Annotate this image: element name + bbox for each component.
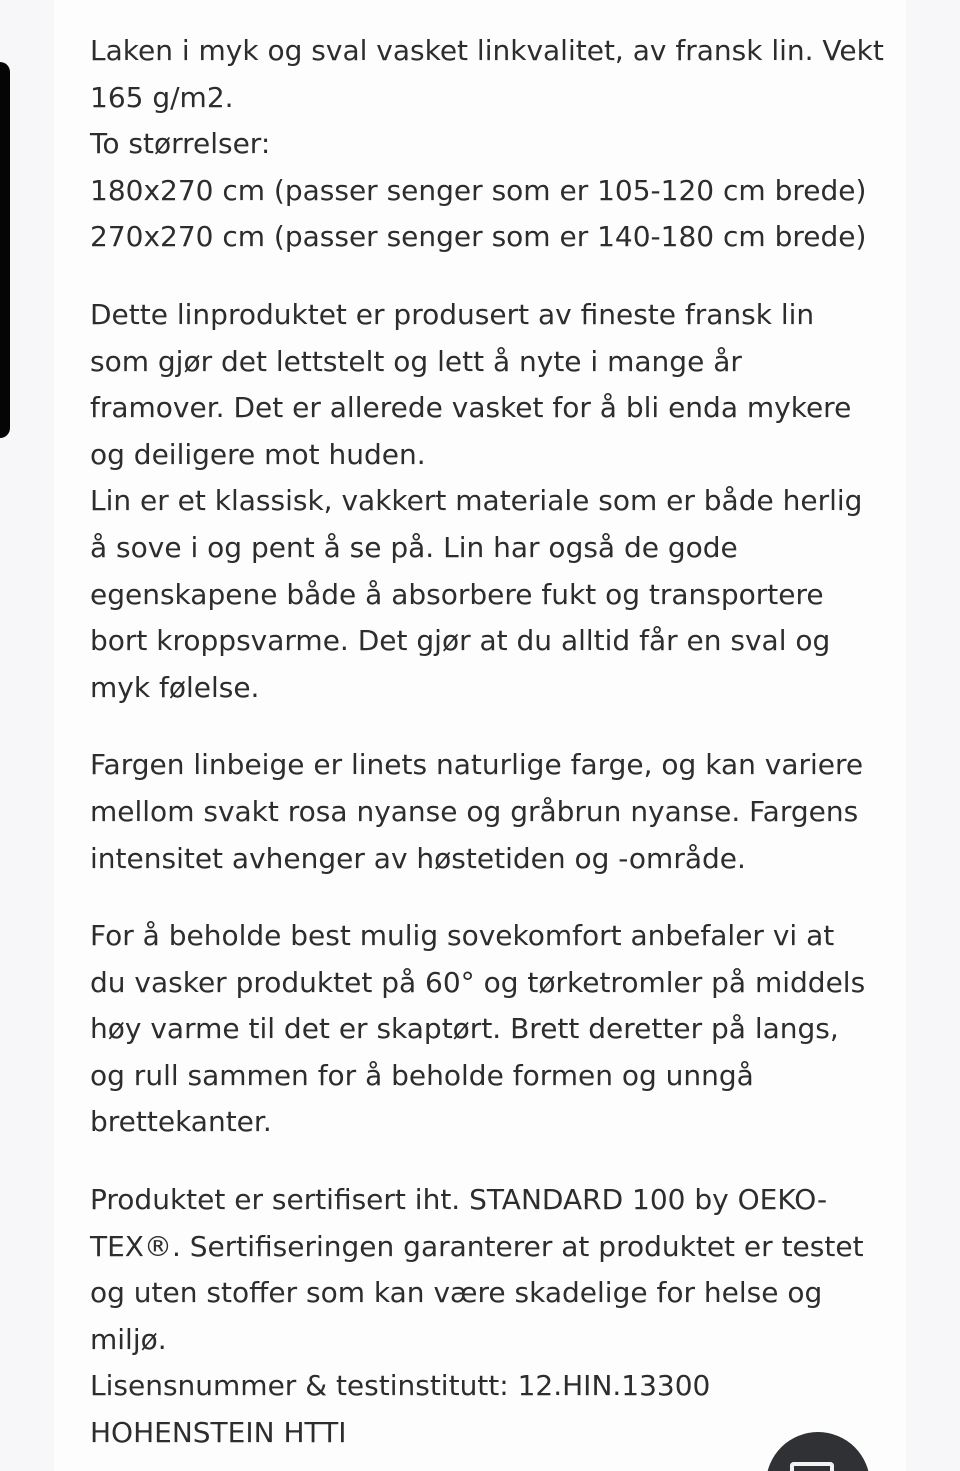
description-line: Produktet er sertifisert iht. STANDARD 100 by OEKO- bbox=[90, 1183, 828, 1217]
description-line: mellom svakt rosa nyanse og gråbrun nyanse. Fargens bbox=[90, 794, 859, 828]
description-paragraph-color bbox=[90, 742, 890, 882]
description-line: brettekanter. bbox=[90, 1105, 272, 1139]
description-line: Lin er et klassisk, vakkert materiale som er både herlig bbox=[90, 484, 863, 518]
description-line: og deiligere mot huden. bbox=[90, 437, 426, 471]
description-line: du vasker produktet på 60° og tørketromler på middels bbox=[90, 965, 866, 999]
description-line: bort kroppsvarme. Det gjør at du alltid får en sval og bbox=[90, 624, 831, 658]
description-line: Lisensnummer & testinstitutt: 12.HIN.13300 bbox=[90, 1369, 711, 1403]
chat-icon[interactable] bbox=[790, 1462, 834, 1471]
description-paragraph-certification bbox=[90, 1177, 890, 1457]
description-line: For å beholde best mulig sovekomfort anbefaler vi at bbox=[90, 919, 835, 953]
description-line: Fargen linbeige er linets naturlige farge, og kan variere bbox=[90, 748, 864, 782]
description-line: som gjør det lettstelt og lett å nyte i mange år bbox=[90, 344, 742, 378]
side-edge-handle[interactable] bbox=[0, 62, 10, 438]
description-line: og uten stoffer som kan være skadelige for helse og bbox=[90, 1276, 823, 1310]
description-line: 165 g/m2. bbox=[90, 80, 234, 114]
description-line: Dette linproduktet er produsert av fineste fransk lin bbox=[90, 297, 815, 331]
description-line: 270x270 cm (passer senger som er 140-180 cm brede) bbox=[90, 220, 867, 254]
description-line: egenskapene både å absorbere fukt og transportere bbox=[90, 577, 824, 611]
description-line: 180x270 cm (passer senger som er 105-120 cm brede) bbox=[90, 173, 867, 207]
product-description bbox=[90, 28, 890, 1471]
description-line: Laken i myk og sval vasket linkvalitet, av fransk lin. Vekt bbox=[90, 34, 884, 67]
description-paragraph-material bbox=[90, 292, 890, 711]
description-line: å sove i og pent å se på. Lin har også de gode bbox=[90, 530, 738, 564]
description-line: HOHENSTEIN HTTI bbox=[90, 1416, 347, 1450]
description-line: framover. Det er allerede vasket for å bli enda mykere bbox=[90, 391, 852, 425]
description-line: og rull sammen for å beholde formen og unngå bbox=[90, 1058, 754, 1092]
description-line: myk følelse. bbox=[90, 670, 260, 704]
description-line: miljø. bbox=[90, 1322, 167, 1356]
description-line: høy varme til det er skaptørt. Brett deretter på langs, bbox=[90, 1012, 839, 1046]
description-line: To størrelser: bbox=[90, 127, 271, 161]
description-line: intensitet avhenger av høstetiden og -område. bbox=[90, 841, 746, 875]
description-paragraph-intro bbox=[90, 28, 890, 261]
description-line: TEX®. Sertifiseringen garanterer at produktet er testet bbox=[90, 1229, 864, 1263]
description-paragraph-care bbox=[90, 913, 890, 1146]
